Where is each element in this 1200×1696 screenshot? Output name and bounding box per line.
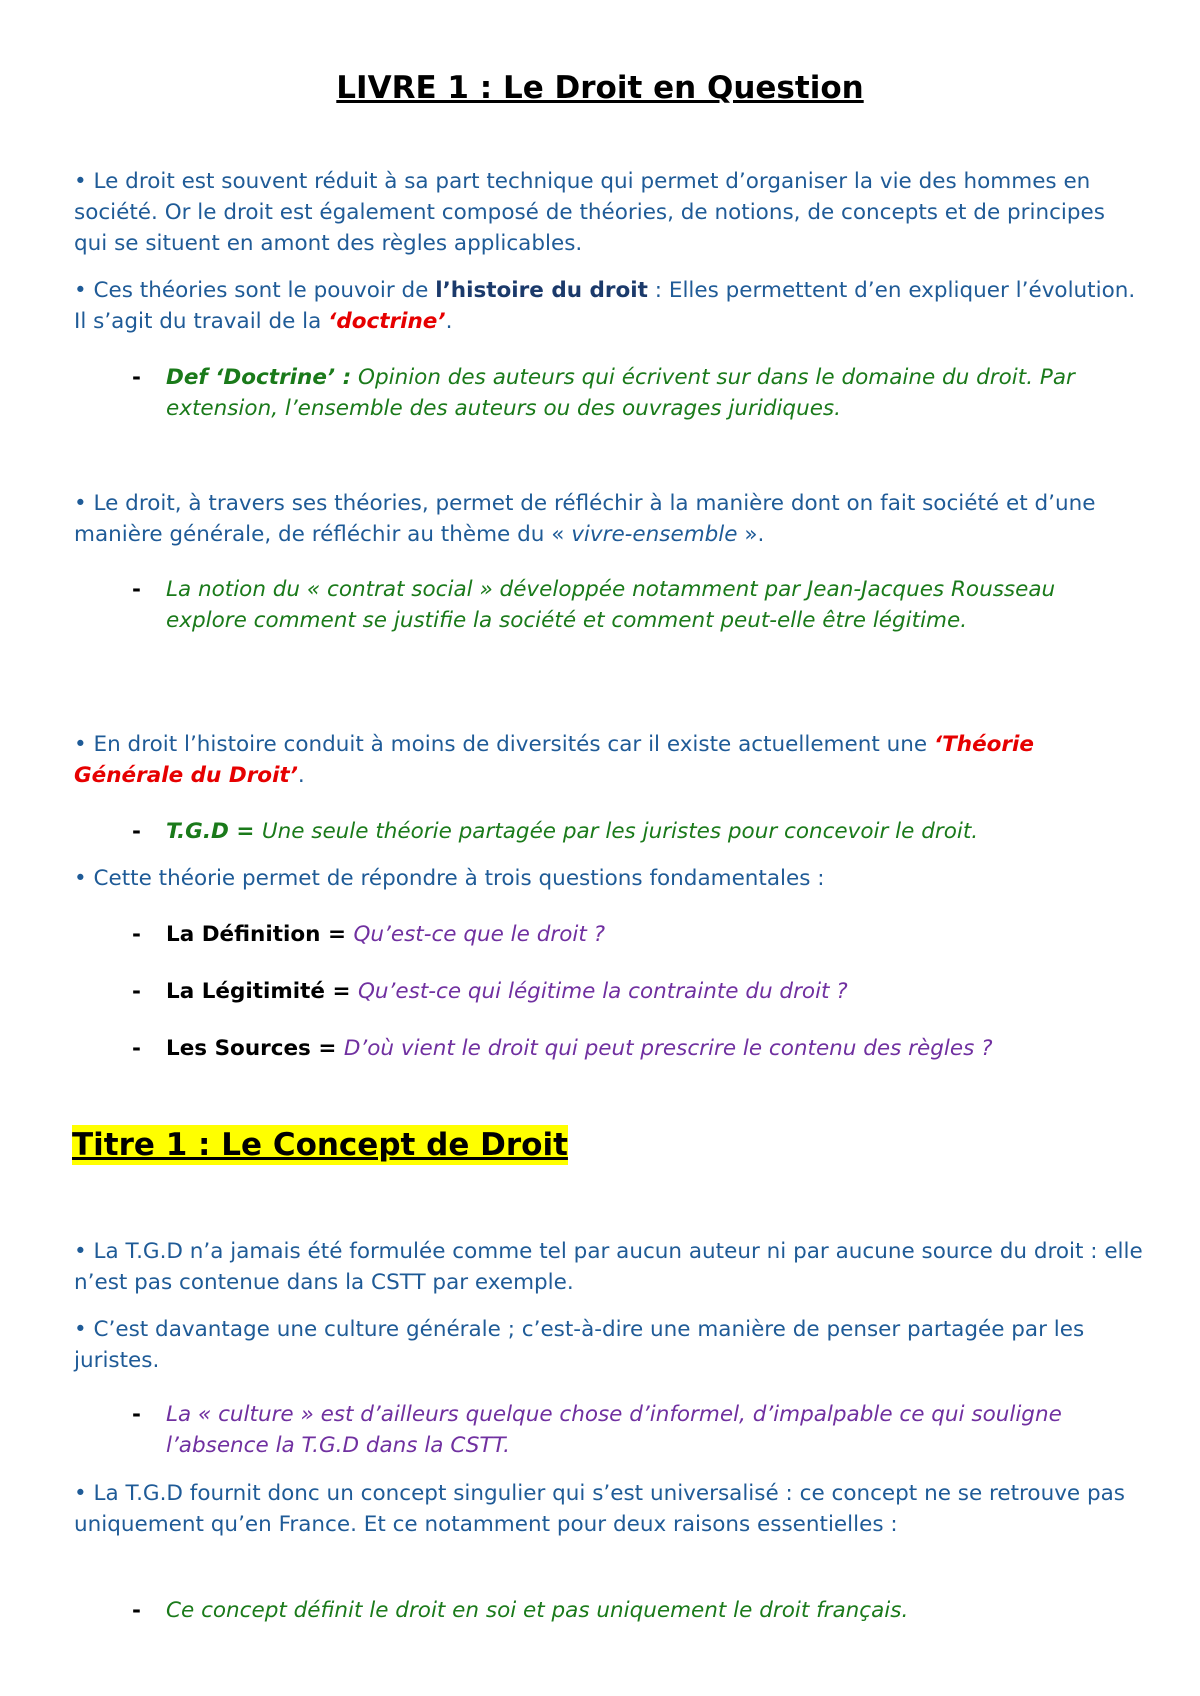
question-definition-label: La Définition = bbox=[166, 922, 354, 947]
doctrine-term: ‘doctrine’ bbox=[328, 309, 446, 334]
dash-bullet: - bbox=[132, 577, 141, 602]
paragraph-history-text-c: . bbox=[297, 763, 305, 788]
vivre-ensemble-term: vivre-ensemble bbox=[571, 522, 745, 547]
culture-text: La « culture » est d’ailleurs quelque chose d’informel, d’impalpable ce qui souligne l’absence la T.G.D dans la CSTT. bbox=[166, 1402, 1062, 1458]
paragraph-universal-concept: • La T.G.D fournit donc un concept singulier qui s’est universalisé : ce concept ne se retrouve pas uniquement qu’en France. Et ce notamment pour deux raisons essentielles : bbox=[74, 1481, 1126, 1537]
def-doctrine-text bbox=[166, 362, 1092, 424]
paragraph-theories-text-e: . bbox=[445, 309, 453, 334]
concept-definition-text: Ce concept définit le droit en soi et pas uniquement le droit français. bbox=[166, 1598, 909, 1623]
question-definition-text: Qu’est-ce que le droit ? bbox=[353, 922, 605, 947]
dash-bullet: - bbox=[132, 1402, 141, 1427]
paragraph-reflection-text-a: • Le droit, à travers ses théories, permet de réfléchir à la manière dont on fait société et d’une manière générale, de réfléchir au thème du « bbox=[74, 491, 1096, 547]
question-legitimacy-label: La Légitimité = bbox=[166, 979, 358, 1004]
history-of-law-term: l’histoire du droit bbox=[435, 278, 648, 303]
paragraph-theories-text-c: : Elles permettent d’en expliquer l’évolution. Il s’agit du travail de la bbox=[74, 278, 1136, 334]
paragraph-history bbox=[74, 729, 1144, 791]
def-doctrine-definition: Opinion des auteurs qui écrivent sur dans le domaine du droit. Par extension, l’ensemble des auteurs ou des ouvrages juridiques. bbox=[166, 365, 1075, 421]
question-legitimacy-text: Qu’est-ce qui légitime la contrainte du droit ? bbox=[358, 979, 848, 1004]
tgd-term: ‘Théorie Générale du Droit’ bbox=[74, 732, 1034, 788]
paragraph-reflection bbox=[74, 488, 1144, 550]
paragraph-theories-text-a: • Ces théories sont le pouvoir de bbox=[74, 278, 436, 303]
paragraph-reflection-text-c: ». bbox=[744, 522, 765, 547]
dash-bullet: - bbox=[132, 365, 141, 390]
list-item-question-definition bbox=[132, 919, 1092, 950]
paragraph-theories bbox=[74, 275, 1144, 337]
section-heading-titre-1: Titre 1 : Le Concept de Droit bbox=[72, 1127, 568, 1163]
tgd-label: T.G.D = bbox=[166, 819, 262, 844]
list-item-contrat-social bbox=[132, 574, 1092, 636]
tgd-text bbox=[166, 816, 1092, 847]
list-item-question-sources bbox=[132, 1033, 1092, 1064]
list-item-concept-definition bbox=[132, 1595, 1092, 1626]
dash-bullet: - bbox=[132, 1598, 141, 1623]
dash-bullet: - bbox=[132, 922, 141, 947]
page-title: LIVRE 1 : Le Droit en Question bbox=[336, 70, 864, 106]
dash-bullet: - bbox=[132, 1036, 141, 1061]
list-item-def-doctrine bbox=[132, 362, 1092, 424]
question-definition bbox=[166, 919, 1092, 950]
dash-bullet: - bbox=[132, 819, 141, 844]
paragraph-culture: • C’est davantage une culture générale ; c’est-à-dire une manière de penser partagée par les juristes. bbox=[74, 1317, 1085, 1373]
list-item-question-legitimacy bbox=[132, 976, 1092, 1007]
contrat-social-text: La notion du « contrat social » développée notamment par Jean-Jacques Rousseau explore comment se justifie la société et comment peut-elle être légitime. bbox=[166, 577, 1056, 633]
paragraph-history-text-a: • En droit l’histoire conduit à moins de diversités car il existe actuellement une bbox=[74, 732, 934, 757]
list-item-tgd bbox=[132, 816, 1092, 847]
list-item-culture bbox=[132, 1399, 1092, 1461]
question-sources-label: Les Sources = bbox=[166, 1036, 344, 1061]
paragraph-questions-intro: • Cette théorie permet de répondre à trois questions fondamentales : bbox=[74, 866, 825, 891]
paragraph-tgd-formulation: • La T.G.D n’a jamais été formulée comme tel par aucun auteur ni par aucune source du droit : elle n’est pas contenue dans la CSTT par exemple. bbox=[74, 1239, 1143, 1295]
question-legitimacy bbox=[166, 976, 1092, 1007]
dash-bullet: - bbox=[132, 979, 141, 1004]
def-doctrine-label: Def ‘Doctrine’ : bbox=[166, 365, 352, 390]
tgd-definition: Une seule théorie partagée par les juristes pour concevoir le droit. bbox=[261, 819, 979, 844]
paragraph-intro: • Le droit est souvent réduit à sa part technique qui permet d’organiser la vie des hommes en société. Or le droit est également composé de théories, de notions, de concepts et de principes qui se situent en amont des règles applicables. bbox=[74, 169, 1105, 256]
question-sources bbox=[166, 1033, 1092, 1064]
question-sources-text: D’où vient le droit qui peut prescrire le contenu des règles ? bbox=[343, 1036, 993, 1061]
